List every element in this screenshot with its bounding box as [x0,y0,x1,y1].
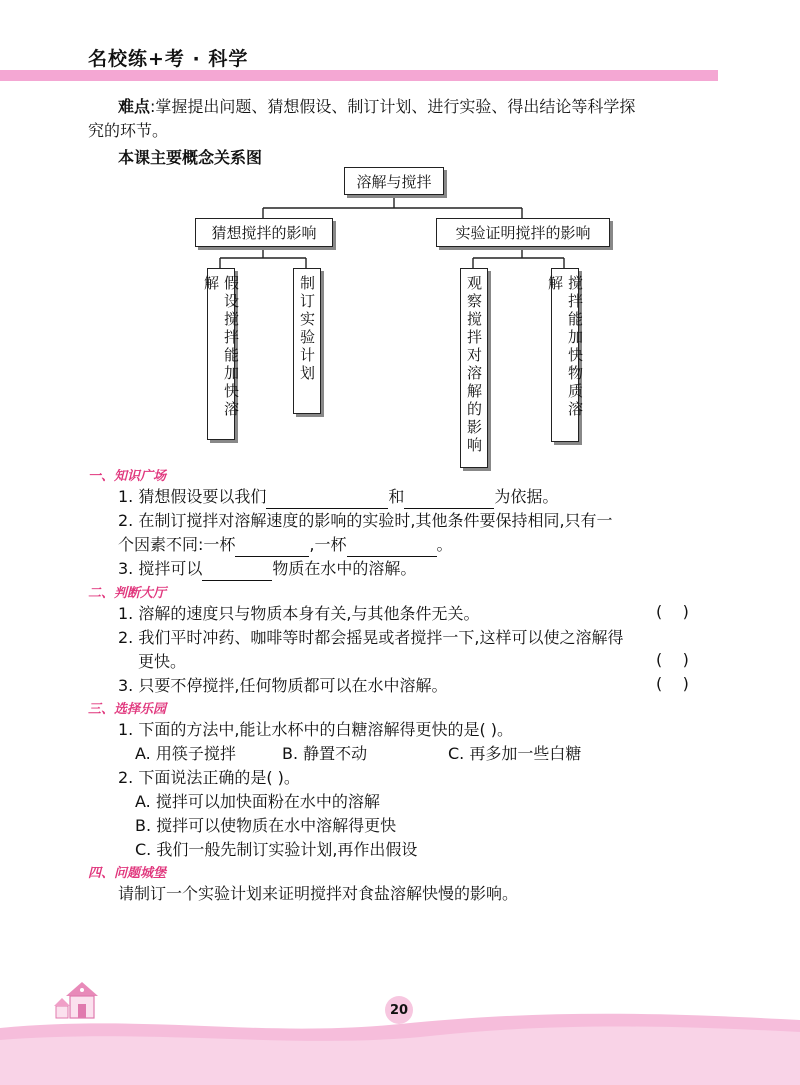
answer-paren-3[interactable]: ( ) [656,674,689,693]
q3-option-a[interactable]: A. 用筷子搅拌 [135,744,236,763]
q3-2-option-a[interactable]: A. 搅拌可以加快面粉在水中的溶解 [135,792,380,811]
section-1-heading: 一、知识广场 [88,469,167,484]
answer-paren-2[interactable]: ( ) [656,650,689,669]
q2-line-1: 1. 溶解的速度只与物质本身有关,与其他条件无关。 [118,604,480,623]
blank-1[interactable] [266,490,388,509]
q1-line-2: 2. 在制订搅拌对溶解速度的影响的实验时,其他条件要保持相同,只有一 [118,511,613,530]
q4-line-1: 请制订一个实验计划来证明搅拌对食盐溶解快慢的影响。 [118,884,519,903]
section-3-heading: 三、选择乐园 [88,702,167,717]
diagram-leaf-3: 观察搅拌对溶解的影响 [460,268,488,468]
q3-line-1: 1. 下面的方法中,能让水杯中的白糖溶解得更快的是( )。 [118,720,514,739]
blank-5[interactable] [202,562,272,581]
blank-2[interactable] [404,490,494,509]
header-title: 名校练+考 · 科学 [88,48,249,70]
q3-line-2: 2. 下面说法正确的是( )。 [118,768,300,787]
q3-option-b[interactable]: B. 静置不动 [282,744,368,763]
diagram-leaf-2: 制订实验计划 [293,268,321,414]
diagram-leaf-4: 搅拌能加快物质溶解 [551,268,579,442]
q1-text-c: 为依据。 [494,487,559,506]
section-4-heading: 四、问题城堡 [88,866,167,881]
q1-text-a: 1. 猜想假设要以我们 [118,487,267,506]
q1-line-3 [118,533,453,557]
q1-line-4 [118,557,416,581]
intro-lead: 难点 [118,97,151,116]
q2-line-4: 3. 只要不停搅拌,任何物质都可以在水中溶解。 [118,676,448,695]
q1-line-1 [118,485,558,509]
diagram-leaf-1: 假设搅拌能加快溶解 [207,268,235,440]
section-2-heading: 二、判断大厅 [88,586,167,601]
page-number: 20 [385,996,413,1024]
diagram-root: 溶解与搅拌 [344,167,444,195]
q2-line-2: 2. 我们平时冲药、咖啡等时都会摇晃或者搅拌一下,这样可以使之溶解得 [118,628,624,647]
q1-text-4b: 物质在水中的溶解。 [272,559,417,578]
q3-2-option-c[interactable]: C. 我们一般先制订实验计划,再作出假设 [135,840,418,859]
diagram-left-node: 猜想搅拌的影响 [195,218,333,247]
q1-text-3c: 。 [436,535,453,554]
answer-paren-1[interactable]: ( ) [656,602,689,621]
q2-line-3: 更快。 [138,652,187,671]
diagram-right-node: 实验证明搅拌的影响 [436,218,610,247]
q1-text-3b: ,一杯 [309,535,347,554]
q1-text-b: 和 [388,487,405,506]
intro-text-2: 究的环节。 [88,121,169,140]
q3-2-option-b[interactable]: B. 搅拌可以使物质在水中溶解得更快 [135,816,397,835]
q1-text-3a: 个因素不同:一杯 [118,535,236,554]
intro-text-1: :掌握提出问题、猜想假设、制订计划、进行实验、得出结论等科学探 [150,97,636,116]
blank-4[interactable] [347,538,437,557]
blank-3[interactable] [235,538,309,557]
q1-text-4a: 3. 搅拌可以 [118,559,203,578]
diagram-title: 本课主要概念关系图 [118,148,263,167]
house-icon [52,978,112,1030]
diagram-connectors [0,0,800,470]
q3-option-c[interactable]: C. 再多加一些白糖 [448,744,582,763]
